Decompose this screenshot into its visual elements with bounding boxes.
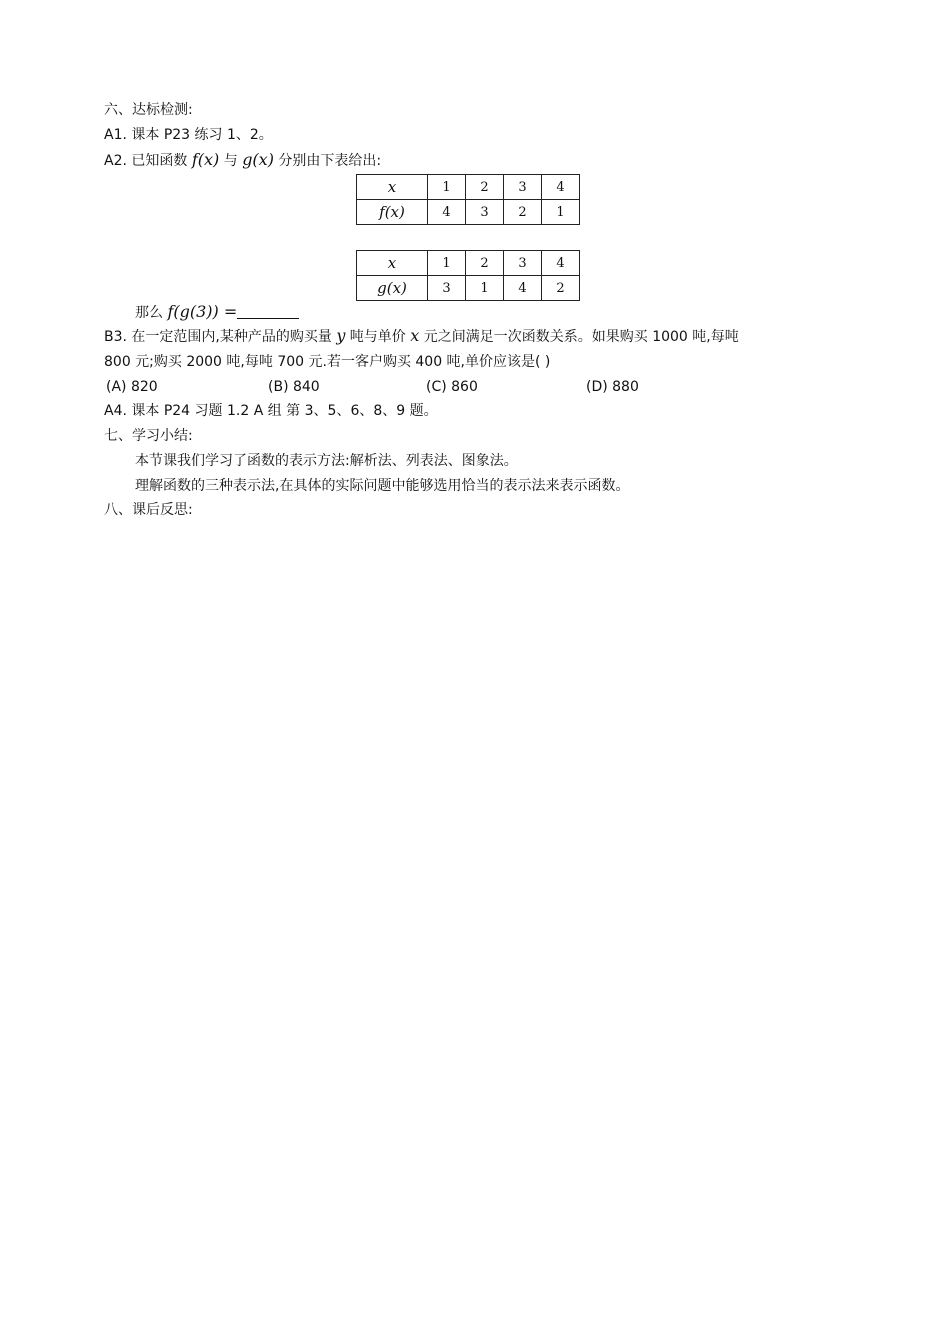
a2-f-of-x: f(x) bbox=[191, 150, 220, 169]
a2-question bbox=[135, 302, 299, 323]
a2-prefix: A2. 已知函数 bbox=[104, 153, 192, 169]
item-a2 bbox=[104, 150, 381, 171]
section-7-title: 七、学习小结: bbox=[104, 428, 193, 444]
item-a1: A1. 课本 P23 练习 1、2。 bbox=[104, 127, 273, 143]
item-b3-line-2: 800 元;购买 2000 吨,每吨 700 元.若一客户购买 400 吨,单价应该是( ) bbox=[104, 354, 551, 370]
a2-then-prefix: 那么 bbox=[135, 305, 168, 321]
a2-suffix: 分别由下表给出: bbox=[273, 153, 382, 169]
table-f-value-3: 2 bbox=[504, 200, 542, 225]
item-a4: A4. 课本 P24 习题 1.2 A 组 第 3、5、6、8、9 题。 bbox=[104, 403, 438, 419]
table-f-x-4: 4 bbox=[542, 175, 580, 200]
table-f-x-1: 1 bbox=[428, 175, 466, 200]
section-6-title: 六、达标检测: bbox=[104, 102, 193, 118]
table-f-header: x bbox=[357, 175, 428, 200]
table-g-row-x bbox=[357, 251, 580, 276]
summary-paragraph-2: 理解函数的三种表示法,在具体的实际问题中能够选用恰当的表示法来表示函数。 bbox=[135, 478, 630, 494]
b3-options bbox=[106, 377, 666, 397]
table-f-row-values bbox=[357, 200, 580, 225]
table-g-x-2: 2 bbox=[466, 251, 504, 276]
table-f-row-label: f(x) bbox=[357, 200, 428, 225]
table-g bbox=[356, 250, 580, 301]
table-g-x-3: 3 bbox=[504, 251, 542, 276]
table-g-value-1: 3 bbox=[428, 276, 466, 301]
table-g-row-values bbox=[357, 276, 580, 301]
option-c[interactable]: (C) 860 bbox=[426, 379, 478, 395]
table-g-value-3: 4 bbox=[504, 276, 542, 301]
option-d[interactable]: (D) 880 bbox=[586, 379, 639, 395]
answer-blank[interactable] bbox=[237, 304, 299, 319]
a2-then-expr: f(g(3)) = bbox=[167, 302, 238, 321]
table-f-row-x bbox=[357, 175, 580, 200]
b3-text-a: B3. 在一定范围内,某种产品的购买量 bbox=[104, 329, 337, 345]
table-f-value-1: 4 bbox=[428, 200, 466, 225]
option-b[interactable]: (B) 840 bbox=[268, 379, 320, 395]
table-f-value-4: 1 bbox=[542, 200, 580, 225]
b3-text-b: 吨与单价 bbox=[345, 329, 411, 345]
b3-var-x: x bbox=[410, 326, 420, 345]
b3-text-c: 元之间满足一次函数关系。如果购买 1000 吨,每吨 bbox=[419, 329, 739, 345]
table-f-x-2: 2 bbox=[466, 175, 504, 200]
b3-var-y: y bbox=[336, 326, 346, 345]
table-g-x-1: 1 bbox=[428, 251, 466, 276]
item-b3-line-1 bbox=[104, 326, 739, 347]
table-g-row-label: g(x) bbox=[357, 276, 428, 301]
table-g-value-2: 1 bbox=[466, 276, 504, 301]
a2-g-of-x: g(x) bbox=[242, 150, 274, 169]
table-g-value-4: 2 bbox=[542, 276, 580, 301]
summary-paragraph-1: 本节课我们学习了函数的表示方法:解析法、列表法、图象法。 bbox=[135, 453, 518, 469]
table-f-x-3: 3 bbox=[504, 175, 542, 200]
table-g-header: x bbox=[357, 251, 428, 276]
a2-mid: 与 bbox=[219, 153, 243, 169]
option-a[interactable]: (A) 820 bbox=[106, 379, 158, 395]
section-8-title: 八、课后反思: bbox=[104, 502, 193, 518]
table-g-x-4: 4 bbox=[542, 251, 580, 276]
table-f-value-2: 3 bbox=[466, 200, 504, 225]
table-f bbox=[356, 174, 580, 225]
